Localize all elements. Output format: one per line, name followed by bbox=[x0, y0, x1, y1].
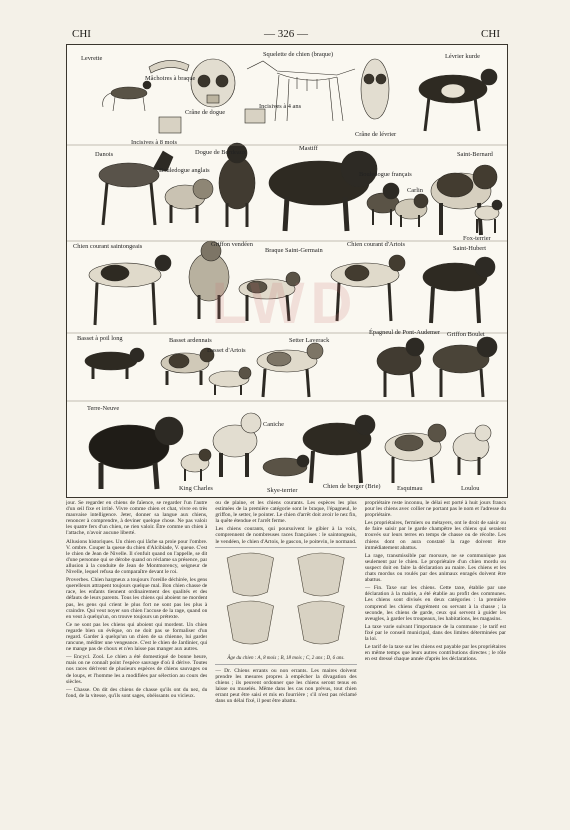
danois-figure bbox=[99, 151, 173, 225]
label-bouledogue-anglais: Bouledogue anglais bbox=[159, 167, 210, 174]
label-levrier-kurde: Lévrier kurde bbox=[445, 53, 480, 60]
label-basset-ardennais: Basset ardennais bbox=[169, 337, 212, 344]
skye-terrier-figure bbox=[263, 455, 309, 476]
header-left-word: CHI bbox=[72, 28, 91, 40]
label-crane-levrier: Crâne de lévrier bbox=[355, 131, 397, 138]
label-incisives-4ans: Incisives à 4 ans bbox=[259, 103, 302, 110]
text-column-1 bbox=[66, 500, 207, 800]
teeth-drawings bbox=[215, 548, 356, 664]
paragraph: La taxe varie suivant l'importance de la commune ; le tarif est fixé par le conseil municipal, dans des limites déterminées par la loi. bbox=[364, 623, 506, 642]
figure-caption: Âge du chien : A, 8 mois ; B, 18 mois ; C, 2 ans ; D, 6 ans. bbox=[227, 655, 345, 661]
carlin-figure bbox=[395, 194, 428, 227]
text-column-2 bbox=[215, 500, 356, 800]
griffon-boulet-figure bbox=[433, 337, 497, 397]
article-body bbox=[66, 500, 506, 800]
paragraph: — Fin. Taxe sur les chiens. Cette taxe, établie par une déclaration à la mairie, a été établie au profit des communes. Les chiens sont divisés en deux catégories : la première comprend les chiens d'agrément ou servant à la chasse ; la seconde, les chiens de garde, ceux qui servent à guider les aveugles, à garder les troupeaux, les habitations, les magasins. bbox=[364, 585, 506, 622]
header-right-word: CHI bbox=[481, 28, 500, 40]
label-levrette: Levrette bbox=[81, 55, 103, 62]
paragraph: Ce ne sont pas les chiens qui aboient qui mordent. Un chien regarde bien un évêque, on ne doit pas se formaliser d'un regard. Garder à quelqu'un un chien de sa chienne, lui garder rancune, méditer une vengeance. C'est le chien de Jardinier, qui ne mange pas de choux et n'en laisse pas manger aux autres. bbox=[66, 621, 208, 653]
label-king-charles: King Charles bbox=[179, 485, 213, 492]
caniche-figure bbox=[213, 413, 261, 477]
paragraph: — Dr. Chiens errants ou non errants. Les maires doivent prendre les mesures propres à empêcher la divagation des chiens ; ils peuvent ordonner que les chiens seront tenus en laisse ou muselés. Même dans les cas non prévus, tout chien errant peut être saisi et mis en fourrière ; s'il n'est pas réclamé dans un délai fixé, il peut être abattu. bbox=[215, 667, 357, 705]
label-braque: Braque Saint-Germain bbox=[265, 247, 323, 254]
label-saint-bernard: Saint-Bernard bbox=[457, 151, 493, 158]
dogue-skull-figure bbox=[191, 59, 235, 107]
page-number: — 326 — bbox=[264, 28, 308, 40]
label-loulou: Loulou bbox=[461, 485, 480, 492]
label-caniche: Caniche bbox=[263, 421, 284, 428]
levrier-kurde-figure bbox=[419, 69, 497, 131]
basset-artois-figure bbox=[209, 367, 251, 395]
label-berger-brie: Chien de berger (Brie) bbox=[323, 483, 381, 490]
paragraph: Les propriétaires, fermiers ou métayers, ont le droit de saisir ou de faire saisir par le garde champêtre les chiens qui seraient trouvés sur leurs terres en temps de chasse ou de récolte. Les chiens dont on aura constaté la rage doivent être immédiatement abattus. bbox=[364, 520, 506, 551]
levrier-skull-figure bbox=[361, 59, 389, 119]
label-saintongeais: Chien courant saintongeais bbox=[73, 243, 143, 250]
paragraph: — Encycl. Zool. Le chien a été domestiqué de bonne heure, mais on ne connaît point l'espèce sauvage d'où il dérive. Toutes nos races dérivent de plusieurs espèces de chiens sauvages ou de loups, et l'homme les a modifiées par sélection au cours des siècles. bbox=[66, 654, 208, 685]
label-fox-terrier: Fox-terrier bbox=[463, 235, 491, 242]
label-esquimau: Esquimau bbox=[397, 485, 423, 492]
bouledogue-francais-figure bbox=[367, 183, 399, 225]
label-griffon-boulet: Griffon Boulet bbox=[447, 331, 485, 338]
label-epagneul: Épagneul de Pont-Audemer bbox=[369, 329, 440, 336]
label-terre-neuve: Terre-Neuve bbox=[87, 405, 120, 412]
label-incisives-8mois: Incisives à 8 mois bbox=[131, 139, 177, 146]
teeth-age-figure bbox=[215, 547, 356, 665]
basset-poil-long-figure bbox=[85, 348, 144, 379]
label-artois: Chien courant d'Artois bbox=[347, 241, 405, 248]
berger-brie-figure bbox=[303, 415, 375, 483]
bouledogue-anglais-figure bbox=[165, 179, 213, 223]
esquimau-figure bbox=[385, 424, 446, 483]
paragraph: — Chasse. On dit des chiens de chasse qu'ils ont du nez, du fond, de la vitesse, qu'ils sont sages, obéissants ou vicieux. bbox=[66, 686, 208, 699]
king-charles-figure bbox=[181, 449, 211, 481]
levrette-figure bbox=[103, 81, 151, 111]
label-griffon-vendeen: Griffon vendéen bbox=[211, 241, 253, 248]
paragraph: Allusions historiques. Un chien qui lâche sa proie pour l'ombre. V. ombre. Couper la queue du chien d'Alcibiade, V. queue. C'est le chien de Jean de Nivelle. Il s'enfuit quand on l'appelle, se dit d'une personne qui se dérobe quand on réclame sa présence, par allusion à la conduite de Jean de Montmorency, seigneur de Nivelle, lequel refusa de comparaître devant le roi. bbox=[66, 538, 208, 576]
label-mastiff: Mastiff bbox=[299, 145, 318, 152]
epagneul-figure bbox=[377, 338, 424, 397]
text-column-3 bbox=[365, 500, 506, 800]
jaw-figure bbox=[149, 60, 189, 73]
terre-neuve-figure bbox=[89, 417, 183, 489]
label-bouledogue-francais: Bouledogue français bbox=[359, 171, 412, 178]
label-skye-terrier: Skye-terrier bbox=[267, 487, 298, 494]
paragraph: Les chiens courants, qui poursuivent le gibier à la voix, comprennent de nombreuses races françaises : le saintongeais, le vendéen, le chien d'Artois, le gascon, le poitevin, le normand. bbox=[215, 526, 357, 545]
label-setter: Setter Laverack bbox=[289, 337, 330, 344]
label-basset-artois: Basset d'Artois bbox=[207, 347, 246, 354]
label-carlin: Carlin bbox=[407, 187, 423, 194]
label-danois: Danois bbox=[95, 151, 114, 158]
label-basset-poil-long: Basset à poil long bbox=[77, 335, 123, 342]
loulou-figure bbox=[453, 425, 491, 475]
label-squelette: Squelette de chien (braque) bbox=[263, 51, 334, 58]
label-crane-dogue: Crâne de dogue bbox=[185, 109, 226, 116]
paragraph: jour. Se regarder en chiens de faïence, se regarder l'un l'autre d'un œil fixe et irrité. Vivre comme chien et chat, vivre en très mauvaise intelligence. Jeter, donner sa langue aux chiens, renoncer à comprendre, à deviner quelque chose. Ne pas valoir les quatre fers d'un chien, ne rien valoir. Être comme un chien à l'attache, n'avoir aucune liberté. bbox=[66, 500, 208, 537]
paragraph: La rage, transmissible par morsure, ne se communique pas seulement par le chien. Le propriétaire d'un chien mordu ou suspect doit en faire la déclaration au maire. Les chiens et les chats mordus ou roulés par des animaux enragés doivent être abattus. bbox=[364, 552, 506, 584]
label-saint-hubert: Saint-Hubert bbox=[453, 245, 487, 252]
paragraph: propriétaire reste inconnu, le délai est porté à huit jours francs pour les chiens avec collier ne portant pas le nom et l'adresse du propriétaire. bbox=[364, 500, 506, 519]
mastiff-figure bbox=[269, 151, 377, 231]
watermark-text: LWD bbox=[211, 271, 359, 336]
paragraph: Proverbes. Chien hargneux a toujours l'oreille déchirée, les gens querelleurs attrapent toujours quelque mal. Bon chien chasse de race, les enfants tiennent ordinairement des qualités et des défauts de leurs parents. Tous les chiens qui aboient ne mordent pas, les gens qui crient le plus fort ne sont pas les plus à craindre. Qui veut noyer son chien l'accuse de la rage, quand on en veut à quelqu'un, on trouve toujours un prétexte. bbox=[66, 577, 208, 620]
paragraph: ou de plaine, et les chiens courants. Les espèces les plus estimées de la première catégorie sont le braque, l'épagneul, le griffon, le setter, le pointer. Le chien d'arrêt doit avoir le nez fin, la quête étendue et l'arrêt ferme. bbox=[215, 500, 357, 525]
saint-bernard-figure bbox=[431, 165, 497, 235]
paragraph: Le tarif de la taxe sur les chiens est payable par les propriétaires en même temps que leurs autres contributions directes ; le rôle en est dressé chaque année d'après les déclarations. bbox=[364, 644, 506, 663]
page-header bbox=[72, 28, 500, 42]
setter-figure bbox=[257, 343, 323, 397]
label-dogue-bordeaux: Dogue de Bordeaux bbox=[195, 149, 247, 156]
label-machoires: Mâchoires à braque bbox=[145, 75, 196, 82]
